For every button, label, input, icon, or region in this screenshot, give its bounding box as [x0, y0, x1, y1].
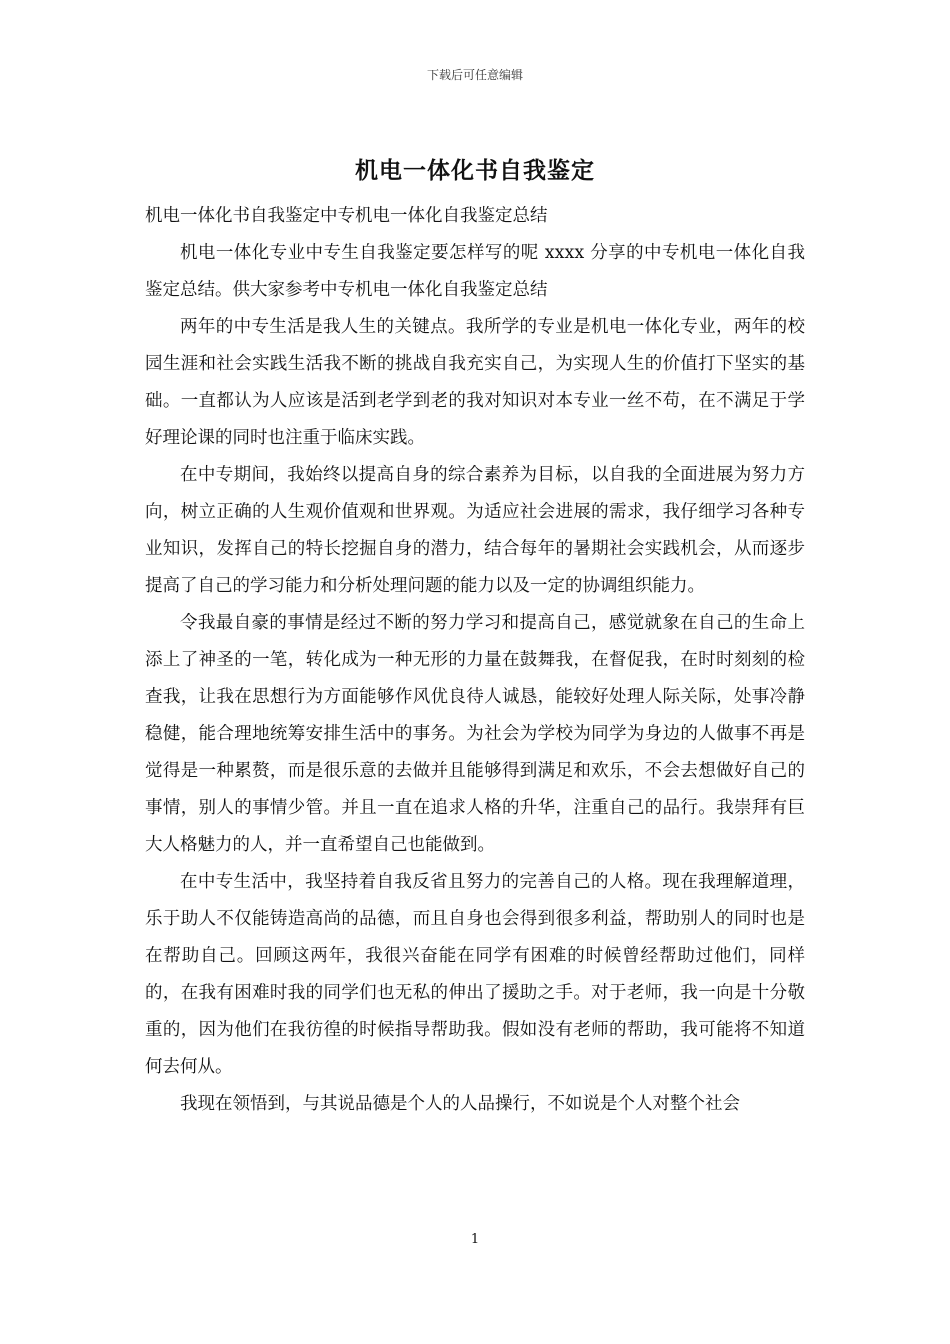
subtitle-paragraph: 机电一体化书自我鉴定中专机电一体化自我鉴定总结	[145, 206, 548, 226]
body-paragraph: 在中专生活中，我坚持着自我反省且努力的完善自己的人格。现在我理解道理，乐于助人不仅能铸造高尚的品德，而且自身也会得到很多利益，帮助别人的同时也是在帮助自己。回顾这两年，我很兴奋能在同学有困难的时候曾经帮助过他们，同样的，在我有困难时我的同学们也无私的伸出了援助之手。对于老师，我一向是十分敬重的，因为他们在我彷徨的时候指导帮助我。假如没有老师的帮助，我可能将不知道何去何从。	[145, 872, 805, 1077]
page-number: 1	[470, 1232, 480, 1247]
page-header-note: 下载后可任意编辑	[426, 68, 523, 82]
document-title: 机电一体化书自我鉴定	[355, 157, 595, 184]
body-paragraph: 机电一体化专业中专生自我鉴定要怎样写的呢 xxxx 分享的中专机电一体化自我鉴定总结。供大家参考中专机电一体化自我鉴定总结	[145, 243, 805, 300]
body-paragraph: 在中专期间，我始终以提高自身的综合素养为目标，以自我的全面进展为努力方向，树立正确的人生观价值观和世界观。为适应社会进展的需求，我仔细学习各种专业知识，发挥自己的特长挖掘自身的潜力，结合每年的暑期社会实践机会，从而逐步提高了自己的学习能力和分析处理问题的能力以及一定的协调组织能力。	[145, 465, 805, 596]
body-paragraph: 我现在领悟到，与其说品德是个人的人品操行，不如说是个人对整个社会	[180, 1094, 740, 1114]
body-paragraph: 两年的中专生活是我人生的关键点。我所学的专业是机电一体化专业，两年的校园生涯和社会实践生活我不断的挑战自我充实自己，为实现人生的价值打下坚实的基础。一直都认为人应该是活到老学到老的我对知识对本专业一丝不苟，在不满足于学好理论课的同时也注重于临床实践。	[145, 317, 805, 448]
document-body	[145, 198, 805, 1123]
body-paragraph: 令我最自豪的事情是经过不断的努力学习和提高自己，感觉就象在自己的生命上添上了神圣的一笔，转化成为一种无形的力量在鼓舞我，在督促我，在时时刻刻的检查我，让我在思想行为方面能够作风优良待人诚恳，能较好处理人际关际，处事冷静稳健，能合理地统筹安排生活中的事务。为社会为学校为同学为身边的人做事不再是觉得是一种累赘，而是很乐意的去做并且能够得到满足和欢乐，不会去想做好自己的事情，别人的事情少管。并且一直在追求人格的升华，注重自己的品行。我崇拜有巨大人格魅力的人，并一直希望自己也能做到。	[145, 613, 805, 855]
